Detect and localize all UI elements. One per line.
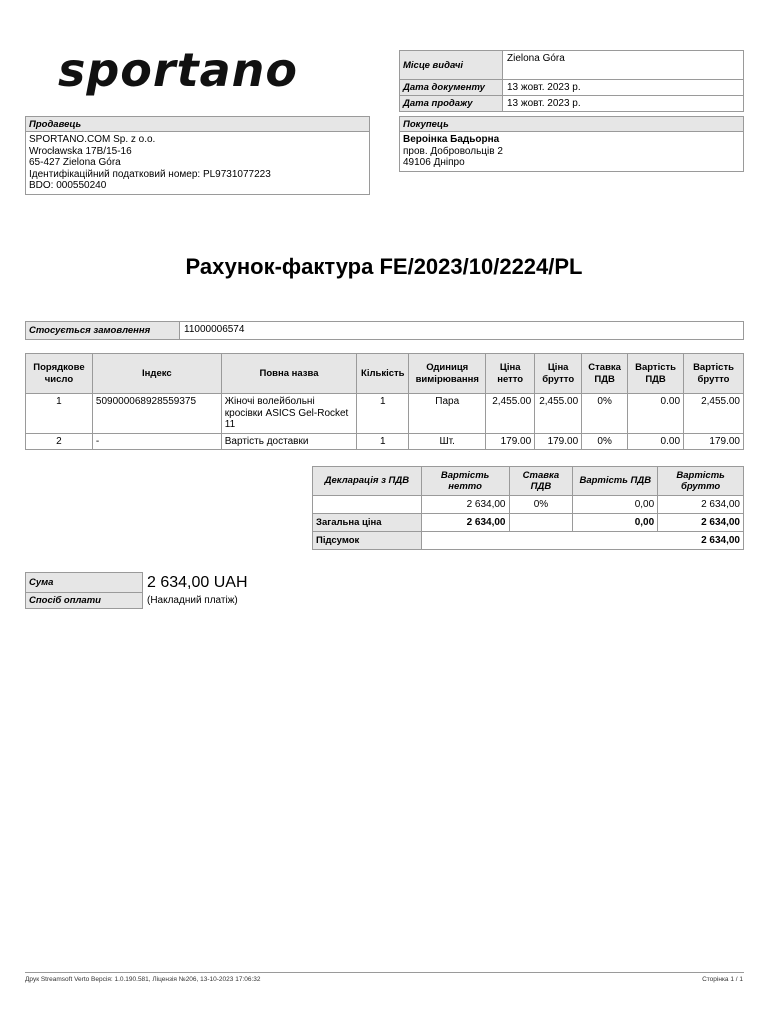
seller-line: Wrocławska 17B/15-16 <box>29 145 132 157</box>
footer-divider <box>25 972 744 973</box>
logo-text: sportano <box>58 43 298 97</box>
col-header: Ставка ПДВ <box>509 467 573 496</box>
place-label: Місце видачі <box>400 51 503 80</box>
cell: 509000068928559375 <box>92 394 221 434</box>
order-value: 11000006574 <box>180 322 744 340</box>
total-gross: 2 634,00 <box>658 514 744 532</box>
subtotal-row <box>313 532 744 550</box>
footer-page-number: Сторінка 1 / 1 <box>702 976 743 983</box>
cell: 179.00 <box>684 433 744 450</box>
cell: 179.00 <box>486 433 535 450</box>
col-header: Ставка ПДВ <box>582 354 628 394</box>
col-header: Одиниця вимірювання <box>409 354 486 394</box>
subtotal-label: Підсумок <box>313 532 422 550</box>
payment-method-label: Спосіб оплати <box>26 593 143 609</box>
items-header-row <box>26 354 744 394</box>
total-net: 2 634,00 <box>421 514 509 532</box>
table-row <box>26 433 744 450</box>
cell: Пара <box>409 394 486 434</box>
total-vat: 0,00 <box>573 514 658 532</box>
col-header: Кількість <box>357 354 409 394</box>
order-label: Стосується замовлення <box>26 322 180 340</box>
cell <box>509 514 573 532</box>
cell: 1 <box>357 394 409 434</box>
col-header: Порядкове число <box>26 354 93 394</box>
document-info-table <box>399 50 744 112</box>
sportano-logo <box>58 43 330 97</box>
table-row <box>26 394 744 434</box>
cell: 2 <box>26 433 93 450</box>
order-reference-table <box>25 321 744 340</box>
cell: 0% <box>582 394 628 434</box>
cell: 0,00 <box>573 496 658 514</box>
seller-line: Ідентифікаційний податковий номер: PL9731077223 <box>29 168 271 180</box>
col-header: Повна назва <box>221 354 357 394</box>
col-header: Вартість брутто <box>684 354 744 394</box>
col-header: Декларація з ПДВ <box>313 467 422 496</box>
cell: 0.00 <box>628 433 684 450</box>
payment-summary-table <box>25 572 255 609</box>
sale-date-label: Дата продажу <box>400 96 503 112</box>
buyer-line: пров. Добровольців 2 <box>403 145 503 157</box>
col-header: Вартість ПДВ <box>628 354 684 394</box>
cell <box>313 496 422 514</box>
col-header: Вартість ПДВ <box>573 467 658 496</box>
cell: 1 <box>26 394 93 434</box>
vat-header-row <box>313 467 744 496</box>
amount-value: 2 634,00 UAH <box>147 573 248 591</box>
col-header: Вартість нетто <box>421 467 509 496</box>
seller-line: BDO: 000550240 <box>29 180 107 191</box>
cell: 0.00 <box>628 394 684 434</box>
col-header: Вартість брутто <box>658 467 744 496</box>
table-row <box>313 496 744 514</box>
cell: 1 <box>357 433 409 450</box>
items-table <box>25 353 744 450</box>
invoice-title: Рахунок-фактура FE/2023/10/2224/PL <box>185 254 583 279</box>
cell: 2,455.00 <box>486 394 535 434</box>
subtotal-value: 2 634,00 <box>421 532 743 550</box>
doc-date-label: Дата документу <box>400 80 503 96</box>
cell: Жіночі волейбольні кросівки ASICS Gel-Rocket 11 <box>221 394 357 434</box>
buyer-line: 49106 Дніпро <box>403 157 465 168</box>
cell: 0% <box>509 496 573 514</box>
buyer-heading: Покупець <box>400 117 743 132</box>
vat-declaration-table <box>312 466 744 550</box>
col-header: Індекс <box>92 354 221 394</box>
amount-label: Сума <box>26 573 143 593</box>
sale-date-value: 13 жовт. 2023 р. <box>503 96 744 112</box>
cell: 2 634,00 <box>421 496 509 514</box>
cell: 2 634,00 <box>658 496 744 514</box>
col-header: Ціна брутто <box>535 354 582 394</box>
cell: - <box>92 433 221 450</box>
cell: Вартість доставки <box>221 433 357 450</box>
cell: 0% <box>582 433 628 450</box>
seller-line: 65-427 Zielona Góra <box>29 157 121 168</box>
seller-line: SPORTANO.COM Sp. z o.o. <box>29 134 156 145</box>
footer-print-info: Друк Streamsoft Verto Версія: 1.0.190.581, Ліцензія №206, 13-10-2023 17:06:32 <box>25 976 261 983</box>
cell: 2,455.00 <box>535 394 582 434</box>
seller-box <box>25 116 370 195</box>
place-value: Zielona Góra <box>503 51 744 80</box>
cell: Шт. <box>409 433 486 450</box>
doc-date-value: 13 жовт. 2023 р. <box>503 80 744 96</box>
seller-heading: Продавець <box>26 117 369 132</box>
cell: 179.00 <box>535 433 582 450</box>
col-header: Ціна нетто <box>486 354 535 394</box>
buyer-name: Вероінка Бадьорна <box>403 134 500 145</box>
cell: 2,455.00 <box>684 394 744 434</box>
payment-method-value: (Накладний платіж) <box>147 594 238 606</box>
total-label: Загальна ціна <box>313 514 422 532</box>
buyer-box <box>399 116 744 172</box>
total-row <box>313 514 744 532</box>
